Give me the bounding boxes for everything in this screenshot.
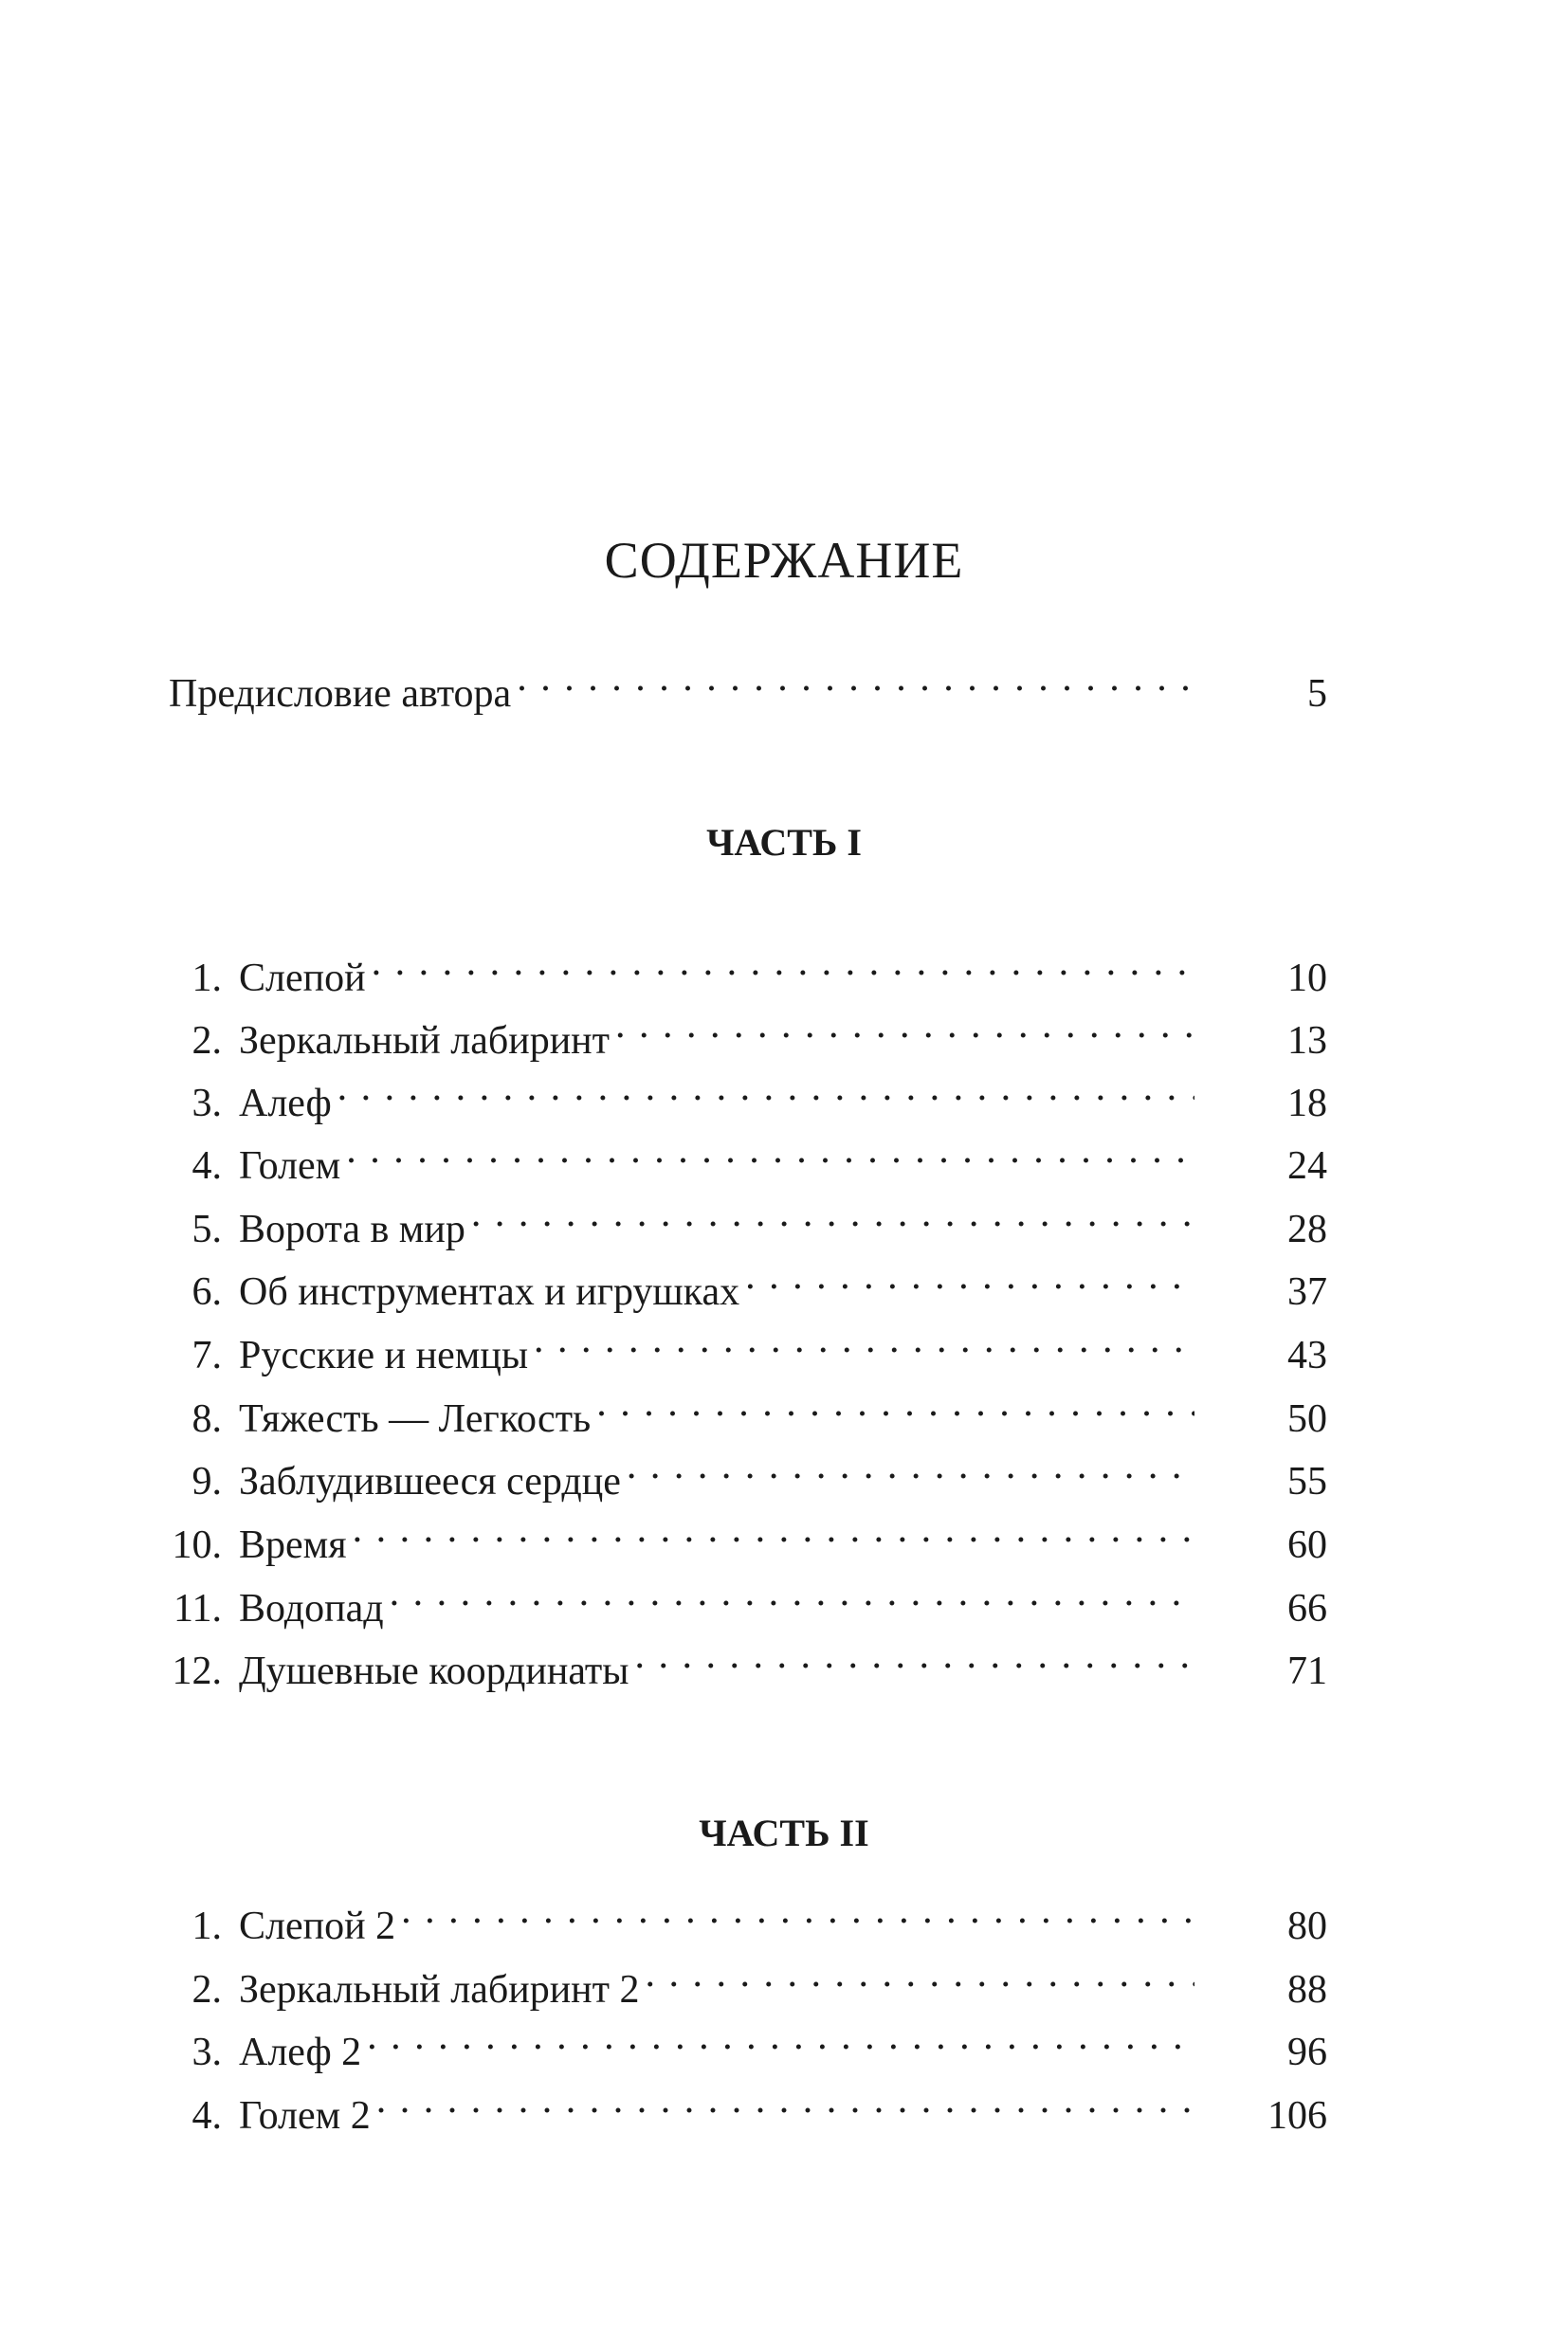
toc-entry[interactable] [161,1564,1327,1631]
toc-entry-number: 2. [191,1968,222,2012]
toc-entry[interactable] [161,1121,1327,1188]
dot-leader [376,2071,1194,2128]
toc-entry-number: 6. [191,1270,222,1314]
toc-entry[interactable] [161,1945,1327,2012]
toc-entry-label: Ворота в мир [239,1208,465,1251]
dot-leader [471,1185,1194,1242]
toc-page-number: 60 [1287,1523,1327,1567]
toc-entry-number: 4. [191,2094,222,2138]
dot-leader [390,1564,1194,1621]
toc-entry-number: 12. [172,1650,222,1693]
dot-leader [615,996,1194,1053]
toc-entry-label: Заблудившееся сердце [239,1460,621,1504]
toc-entry-number: 3. [191,2031,222,2074]
toc-entry-label: Голем 2 [239,2094,371,2138]
toc-entry-label: Слепой 2 [239,1905,396,1948]
toc-entry-number: 1. [191,957,222,1000]
toc-entry-label: Алеф 2 [239,2031,362,2074]
dot-leader [646,1945,1194,2002]
toc-page-number: 96 [1287,2031,1327,2074]
toc-entry-number: 5. [191,1208,222,1251]
toc-entry[interactable] [161,2008,1327,2074]
toc-entry-label: Алеф [239,1082,332,1125]
dot-leader [337,1059,1194,1116]
toc-entry-label: Душевные координаты [239,1650,629,1693]
toc-entry[interactable] [161,934,1327,1000]
toc-entry-number: 1. [191,1905,222,1948]
toc-entry[interactable] [161,996,1327,1063]
toc-entry-label: Время [239,1523,347,1567]
toc-page-number: 5 [1307,672,1327,716]
toc-entry[interactable] [161,1248,1327,1314]
toc-entry-number: 11. [173,1587,222,1631]
toc-title: СОДЕРЖАНИЕ [604,532,964,589]
toc-entry[interactable] [161,1501,1327,1567]
toc-entry-number: 2. [191,1019,222,1063]
toc-entry-label: Русские и немцы [239,1334,529,1377]
toc-entry[interactable] [161,1311,1327,1377]
dot-leader [745,1248,1194,1304]
toc-entry-preface[interactable] [169,649,1327,716]
toc-page-number: 37 [1287,1270,1327,1314]
dot-leader [367,2008,1194,2065]
part-heading-1: ЧАСТЬ I [706,821,862,864]
toc-page-number: 10 [1287,957,1327,1000]
toc-page-number: 43 [1287,1334,1327,1377]
toc-entry-number: 7. [191,1334,222,1377]
toc-page-number: 13 [1287,1019,1327,1063]
toc-entry-number: 4. [191,1144,222,1188]
toc-entry[interactable] [161,1437,1327,1504]
dot-leader [627,1437,1194,1494]
toc-page-number: 71 [1287,1650,1327,1693]
toc-entry-label: Зеркальный лабиринт 2 [239,1968,640,2012]
toc-entry-label: Голем [239,1144,341,1188]
toc-entry-number: 8. [191,1397,222,1441]
dot-leader [534,1311,1194,1368]
toc-entry[interactable] [161,1185,1327,1251]
toc-entry-label: Слепой [239,957,366,1000]
part-heading-2: ЧАСТЬ II [699,1812,869,1854]
toc-entry-label: Об инструментах и игрушках [239,1270,740,1314]
toc-page-number: 88 [1287,1968,1327,2012]
toc-entry[interactable] [161,1375,1327,1441]
toc-page-number: 66 [1287,1587,1327,1631]
toc-page-number: 50 [1287,1397,1327,1441]
dot-leader [517,649,1194,706]
toc-entry-number: 3. [191,1082,222,1125]
dot-leader [401,1882,1194,1939]
toc-page-number: 18 [1287,1082,1327,1125]
toc-entry-number: 9. [191,1460,222,1504]
dot-leader [372,934,1194,991]
toc-entry-label: Зеркальный лабиринт [239,1019,611,1063]
toc-page-number: 106 [1267,2094,1327,2138]
toc-entry-label: Водопад [239,1587,384,1631]
toc-entry[interactable] [161,1059,1327,1125]
dot-leader [596,1375,1194,1431]
toc-entry-label: Тяжесть — Легкость [239,1397,592,1441]
toc-page-number: 80 [1287,1905,1327,1948]
toc-page-number: 28 [1287,1208,1327,1251]
toc-entry-number: 10. [172,1523,222,1567]
toc-entry[interactable] [161,2071,1327,2138]
toc-entry-label: Предисловие автора [169,672,512,716]
toc-page-number: 55 [1287,1460,1327,1504]
toc-page-number: 24 [1287,1144,1327,1188]
dot-leader [634,1627,1194,1684]
dot-leader [346,1121,1194,1178]
dot-leader [353,1501,1194,1558]
toc-entry[interactable] [161,1627,1327,1693]
toc-entry[interactable] [161,1882,1327,1948]
